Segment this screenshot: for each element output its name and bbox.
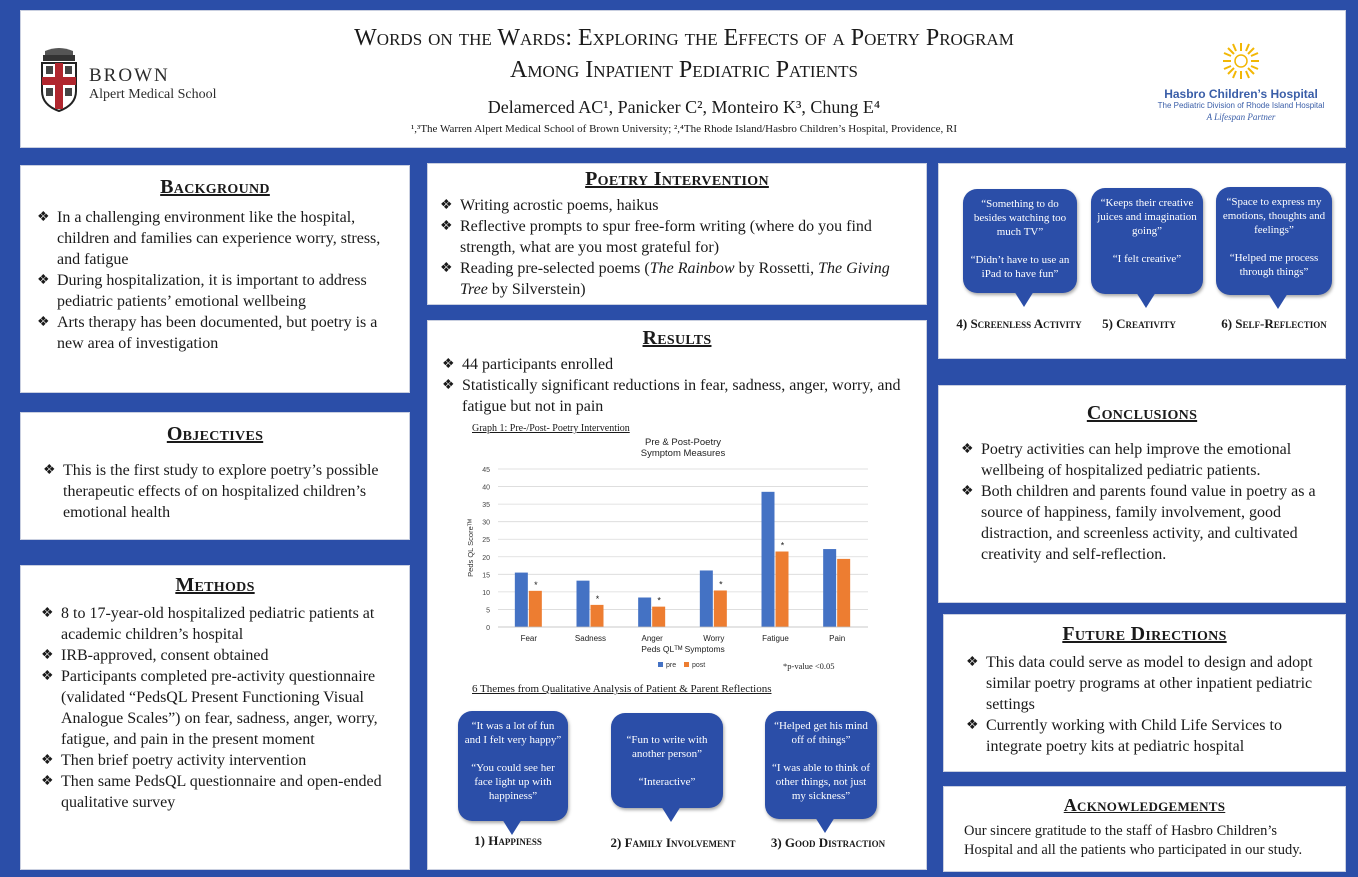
symptom-bar-chart [458, 433, 878, 688]
legend-label-post: post [692, 662, 706, 669]
legend-label-pre: pre [666, 662, 677, 669]
methods-panel [20, 565, 410, 870]
y-tick-label: 20 [482, 554, 490, 562]
poem-title-rainbow: The Rainbow [649, 260, 735, 277]
acknowledgements-heading: Acknowledgements [1063, 795, 1226, 815]
list-item: ❖ In a challenging environment like the hospital, children and families can experience worry, stress, and fatigue [37, 207, 393, 270]
quote: “I was able to think of other things, not just my sickness” [771, 762, 871, 802]
theme-bubble-distraction [765, 711, 877, 819]
background-list [37, 207, 393, 354]
theme-bubble-creativity [1091, 188, 1203, 294]
bar-post-anger [652, 607, 665, 627]
results-heading: Results [642, 327, 712, 349]
objectives-list [43, 460, 393, 523]
list-item: ❖ IRB-approved, consent obtained [41, 645, 395, 666]
chart-xlabel: Peds QLᵀᴹ Symptoms [641, 644, 725, 654]
y-tick-label: 10 [482, 589, 490, 597]
acknowledgements-text: Our sincere gratitude to the staff of Hasbro Children’s Hospital and all the patients who participated in our study. [964, 823, 1303, 858]
list-item: ❖ Statistically significant reductions in fear, sadness, anger, worry, and fatigue but not in pain [442, 375, 912, 417]
hasbro-logo-name: Hasbro Children’s Hospital [1164, 87, 1318, 101]
significance-marker: * [780, 540, 785, 551]
poster-title-line2: Among Inpatient Pediatric Patients [510, 57, 858, 83]
themes-panel [938, 163, 1346, 359]
poems-text-pre: Reading pre-selected poems ( [460, 260, 650, 277]
theme-bubble-family [611, 713, 723, 808]
list-item: ❖ Reflective prompts to spur free-form writing (where do you find strength, what are you most grateful for) [440, 216, 912, 258]
y-tick-label: 25 [482, 537, 490, 545]
list-item: ❖ Then brief poetry activity intervention [41, 750, 395, 771]
theme-label-distraction: 3) Good Distraction [770, 835, 886, 850]
brown-logo-sub: Alpert Medical School [89, 87, 217, 102]
quote: “Something to do besides watching too much TV” [973, 198, 1067, 238]
theme-label-family: 2) Family Involvement [610, 835, 736, 850]
chart-ylabel: Peds QL Scoreᵀᴹ [466, 519, 475, 577]
x-tick-label: Worry [703, 634, 725, 643]
list-item: ❖ This data could serve as model to design and adopt similar poetry programs at other inpatient pediatric settings [966, 652, 1331, 715]
poems-text-post: by Silverstein) [487, 281, 586, 298]
quote: “Helped me process through things” [1229, 252, 1319, 278]
bar-post-fear [529, 591, 542, 627]
x-tick-label: Fatigue [762, 634, 789, 643]
quote: “Keeps their creative juices and imagination going” [1097, 197, 1197, 237]
theme-label-screenless: 4) Screenless Activity [956, 316, 1082, 331]
hasbro-logo [1151, 41, 1331, 131]
methods-heading: Methods [175, 574, 255, 596]
quote: “Fun to write with another person” [626, 734, 708, 760]
list-item: ❖ Writing acrostic poems, haikus [440, 195, 912, 216]
poem-title-giving-tree: The Giving Tree [460, 260, 890, 298]
intervention-heading: Poetry Intervention [585, 168, 769, 190]
list-item: ❖ Participants completed pre-activity questionnaire (validated “PedsQL Present Functioning Visual Analogue Scales”) on fear, sadness, anger, worry, fatigue, and pain in the present moment [41, 666, 395, 750]
list-item: ❖ Then same PedsQL questionnaire and open-ended qualitative survey [41, 771, 395, 813]
y-tick-label: 5 [486, 607, 490, 615]
results-panel [427, 320, 927, 870]
quote: “It was a lot of fun and I felt very happy” [464, 720, 562, 746]
bar-post-sadness [591, 605, 604, 627]
list-item: ❖ Both children and parents found value in poetry as a source of happiness, family involvement, good distraction, and screenless activity, and cultivated creativity and self-reflection. [961, 481, 1329, 565]
quote: “Space to express my emotions, thoughts and feelings” [1222, 196, 1326, 236]
results-list [442, 354, 912, 417]
themes-caption: 6 Themes from Qualitative Analysis of Patient & Parent Reflections [472, 683, 772, 695]
background-heading: Background [160, 176, 270, 198]
brown-logo [39, 45, 219, 115]
bar-pre-fatigue [762, 492, 775, 627]
bar-post-worry [714, 590, 727, 627]
bar-pre-worry [700, 570, 713, 627]
list-item: ❖ During hospitalization, it is important to address pediatric patients’ emotional wellbeing [37, 270, 393, 312]
chart-title-line1: Pre & Post-Poetry [644, 437, 722, 448]
y-tick-label: 30 [482, 519, 490, 527]
list-item: ❖ 8 to 17-year-old hospitalized pediatric patients at academic children’s hospital [41, 603, 395, 645]
theme-bubble-happiness [458, 711, 568, 821]
theme-label-reflection: 6) Self-Reflection [1221, 316, 1327, 331]
brown-logo-name: BROWN [89, 65, 170, 86]
significance-marker: * [657, 595, 661, 606]
quote: “Helped get his mind off of things” [774, 720, 868, 746]
bar-pre-anger [638, 598, 651, 627]
y-tick-label: 0 [486, 625, 490, 632]
legend-swatch-pre [658, 662, 663, 667]
acknowledgements-panel [943, 786, 1346, 872]
hasbro-logo-tagline: A Lifespan Partner [1206, 112, 1276, 122]
chart-title-line2: Symptom Measures [640, 448, 726, 459]
list-item: ❖ 44 participants enrolled [442, 354, 912, 375]
list-item: ❖ This is the first study to explore poetry’s possible therapeutic effects of on hospitalized children’s emotional health [43, 460, 393, 523]
legend-swatch-post [684, 662, 689, 667]
affiliations: ¹,³The Warren Alpert Medical School of Brown University; ²,⁴The Rhode Island/Hasbro Children’s Hospital, Providence, RI [410, 123, 958, 135]
conclusions-list [961, 439, 1329, 565]
list-item: ❖ Currently working with Child Life Services to integrate poetry kits at pediatric hospital [966, 715, 1331, 757]
y-tick-label: 35 [482, 502, 490, 510]
bar-post-fatigue [776, 552, 789, 627]
future-list [966, 652, 1331, 757]
methods-list [41, 603, 395, 813]
quote: “You could see her face light up with happiness” [471, 762, 555, 802]
significance-marker: * [719, 579, 723, 590]
background-panel [20, 165, 410, 393]
header-panel [20, 10, 1346, 148]
future-heading: Future Directions [1062, 623, 1227, 645]
list-item: ❖ Poetry activities can help improve the emotional wellbeing of hospitalized pediatric patients. [961, 439, 1329, 481]
list-item: ❖ Arts therapy has been documented, but poetry is a new area of investigation [37, 312, 393, 354]
theme-bubble-reflection [1216, 187, 1332, 295]
bar-pre-fear [515, 573, 528, 627]
objectives-heading: Objectives [166, 423, 264, 445]
bar-pre-sadness [577, 581, 590, 627]
x-tick-label: Fear [520, 634, 538, 643]
poems-text-mid: by Rossetti, [734, 260, 819, 277]
x-tick-label: Pain [829, 634, 846, 643]
future-panel [943, 614, 1346, 772]
bar-pre-pain [823, 549, 836, 627]
y-tick-label: 45 [482, 467, 490, 474]
sun-icon [1221, 41, 1261, 81]
theme-label-creativity: 5) Creativity [1102, 316, 1176, 331]
bar-post-pain [837, 559, 850, 627]
poster-title-line1: Words on the Wards: Exploring the Effects of a Poetry Program [354, 25, 1014, 51]
significance-marker: * [595, 593, 600, 604]
x-tick-label: Sadness [574, 634, 607, 643]
authors: Delamerced AC¹, Panicker C², Monteiro K³, Chung E⁴ [487, 97, 881, 117]
graph-caption: Graph 1: Pre-/Post- Poetry Intervention [472, 423, 630, 434]
intervention-list [440, 195, 912, 300]
conclusions-heading: Conclusions [1086, 402, 1198, 424]
theme-label-happiness: 1) Happiness [474, 833, 542, 848]
theme-bubble-screenless [963, 189, 1077, 293]
x-tick-label: Anger [641, 634, 663, 643]
y-tick-label: 15 [482, 572, 490, 580]
list-item [440, 258, 912, 300]
pvalue-note: *p-value <0.05 [783, 661, 835, 671]
significance-marker: * [534, 579, 538, 590]
quote: “Interactive” [638, 776, 696, 788]
intervention-panel [427, 163, 927, 305]
conclusions-panel [938, 385, 1346, 603]
brown-shield-icon [39, 47, 79, 113]
quote: “I felt creative” [1112, 253, 1182, 265]
quote: “Didn’t have to use an iPad to have fun” [970, 254, 1070, 280]
y-tick-label: 40 [482, 484, 490, 492]
objectives-panel [20, 412, 410, 540]
hasbro-logo-sub: The Pediatric Division of Rhode Island Hospital [1157, 101, 1325, 110]
